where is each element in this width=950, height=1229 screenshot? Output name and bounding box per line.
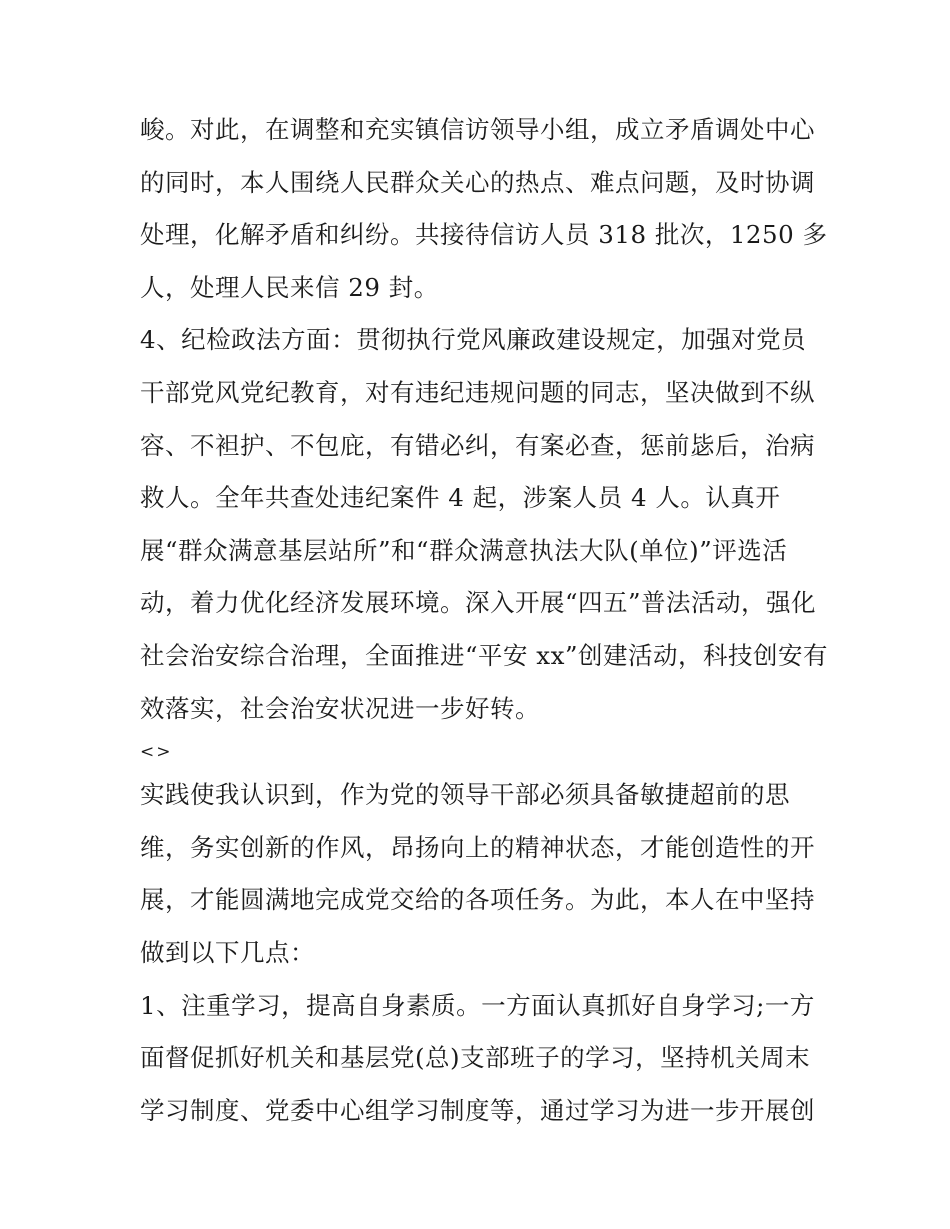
text-line: 展，才能圆满地完成党交给的各项任务。为此，本人在中坚持 <box>140 885 815 915</box>
text-line: 容、不袒护、不包庇，有错必纠，有案必查，惩前毖后，治病 <box>140 430 815 460</box>
text-line: 1、注重学习，提高自身素质。一方面认真抓好自身学习;一方 <box>140 990 815 1020</box>
document-body <box>140 104 830 1137</box>
text-line: 维，务实创新的作风，昂扬向上的精神状态，才能创造性的开 <box>140 832 815 862</box>
text-line: 做到以下几点： <box>140 937 315 967</box>
text-line: 处理，化解矛盾和纠纷。共接待信访人员 318 批次，1250 多 <box>140 220 828 250</box>
text-line: 4、纪检政法方面：贯彻执行党风廉政建设规定，加强对党员 <box>140 325 807 355</box>
text-line: 动，着力优化经济发展环境。深入开展“四五”普法活动，强化 <box>140 588 817 618</box>
text-line: 救人。全年共查处违纪案件 4 起，涉案人员 4 人。认真开 <box>140 483 781 513</box>
text-line: 实践使我认识到，作为党的领导干部必须具备敏捷超前的思 <box>140 780 790 810</box>
text-line: 社会治安综合治理，全面推进“平安 xx”创建活动，科技创安有 <box>140 640 828 670</box>
text-line: 展“群众满意基层站所”和“群众满意执法大队(单位)”评选活 <box>140 535 788 565</box>
text-line: 学习制度、党委中心组学习制度等，通过学习为进一步开展创 <box>140 1095 815 1125</box>
text-line: 人，处理人民来信 29 封。 <box>140 272 439 302</box>
text-line: 干部党风党纪教育，对有违纪违规问题的同志，坚决做到不纵 <box>140 377 815 407</box>
text-line: 的同时，本人围绕人民群众关心的热点、难点问题，及时协调 <box>140 167 815 197</box>
text-line: 效落实，社会治安状况进一步好转。 <box>140 693 540 723</box>
text-line: 面督促抓好机关和基层党(总)支部班子的学习，坚持机关周末 <box>140 1043 811 1073</box>
text-line: 峻。对此，在调整和充实镇信访领导小组，成立矛盾调处中心 <box>140 115 815 144</box>
separator-marker: <> <box>140 742 173 763</box>
